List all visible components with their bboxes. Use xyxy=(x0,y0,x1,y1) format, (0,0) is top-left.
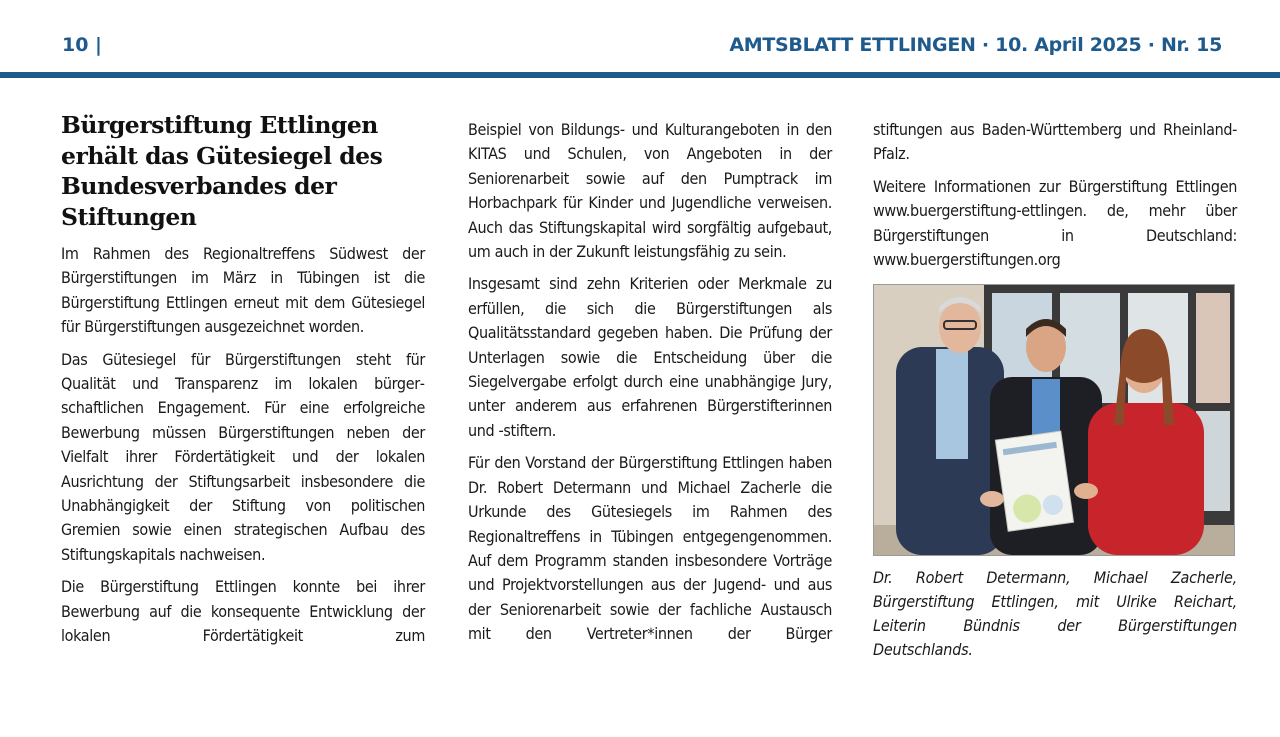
article-column-2 xyxy=(468,118,832,655)
paragraph: Das Gütesiegel für Bürgerstiftungen steht für Qualität und Transparenz im lokalen bürgerschaftlichen Engagement. Für eine erfolgreiche Bewerbung müssen Bürgerstiftungen neben der Vielfalt ihrer Fördertätigkeit und der lokalen Ausrichtung der Stiftungsarbeit insbesondere die Unabhängigkeit der Stiftung von politischen Gremien sowie einen strategischen Aufbau des Stiftungskapitals nachweisen. xyxy=(61,349,425,564)
page-header xyxy=(0,0,1280,72)
article-column-3 xyxy=(873,118,1237,662)
paragraph: stiftungen aus Baden-Württemberg und Rheinland-Pfalz. xyxy=(873,120,1237,164)
masthead: AMTSBLATT ETTLINGEN · 10. April 2025 · Nr. 15 xyxy=(729,34,1222,56)
paragraph: Im Rahmen des Regionaltreffens Südwest der Bürgerstiftungen im März in Tübingen ist die Bürgerstiftung Ettlingen erneut mit dem Gütesiegel für Bürgerstiftungen ausgezeichnet worden. xyxy=(61,244,425,337)
article-photo xyxy=(873,284,1235,556)
header-rule xyxy=(0,72,1280,78)
article-column-1 xyxy=(61,110,425,657)
photo-illustration xyxy=(874,285,1234,555)
article-headline: Bürgerstiftung Ettlingen erhält das Gütesiegel des Bundesverbandes der Stiftungen xyxy=(61,111,383,231)
paragraph: Beispiel von Bildungs- und Kulturangeboten in den KITAS und Schulen, von Angeboten in der Seniorenarbeit sowie auf den Pumptrack im Horbachpark für Kinder und Jugendliche verweisen. Auch das Stiftungskapital wird sorgfältig aufgebaut, um auch in der Zukunft leistungsfähig zu sein. xyxy=(468,120,832,262)
photo-caption: Dr. Robert Determann, Michael Zacherle, Bürgerstiftung Ettlingen, mit Ulrike Reichart, Leiterin Bündnis der Bürgerstiftungen Deutschlands. xyxy=(873,568,1237,660)
page-number: 10 | xyxy=(62,34,102,56)
paragraph: Weitere Informationen zur Bürgerstiftung Ettlingen www.buergerstiftung-ettlingen. de, mehr über Bürgerstiftungen in Deutschland: www.buergerstiftungen.org xyxy=(873,176,1237,270)
paragraph: Für den Vorstand der Bürgerstiftung Ettlingen haben Dr. Robert Determann und Michael Zacherle die Urkunde des Gütesiegels im Rahmen des Regionaltreffens in Tübingen entgegengenommen. Auf dem Programm standen insbesondere Vorträge und Projektvorstellungen aus der Jugend- und aus der Seniorenarbeit sowie der fachliche Austausch mit den Vertreter*innen der Bürger xyxy=(468,453,832,644)
paragraph: Insgesamt sind zehn Kriterien oder Merkmale zu erfüllen, die sich die Bürgerstiftungen als Qualitätsstandard gegeben haben. Die Prüfung der Unterlagen sowie die Entscheidung über die Siegelvergabe erfolgt durch eine unabhängige Jury, unter anderem aus erfahrenen Bürgerstifterinnen und -stiftern. xyxy=(468,274,832,440)
paragraph: Die Bürgerstiftung Ettlingen konnte bei ihrer Bewerbung auf die konsequente Entwicklung der lokalen Fördertätigkeit zum xyxy=(61,577,425,646)
